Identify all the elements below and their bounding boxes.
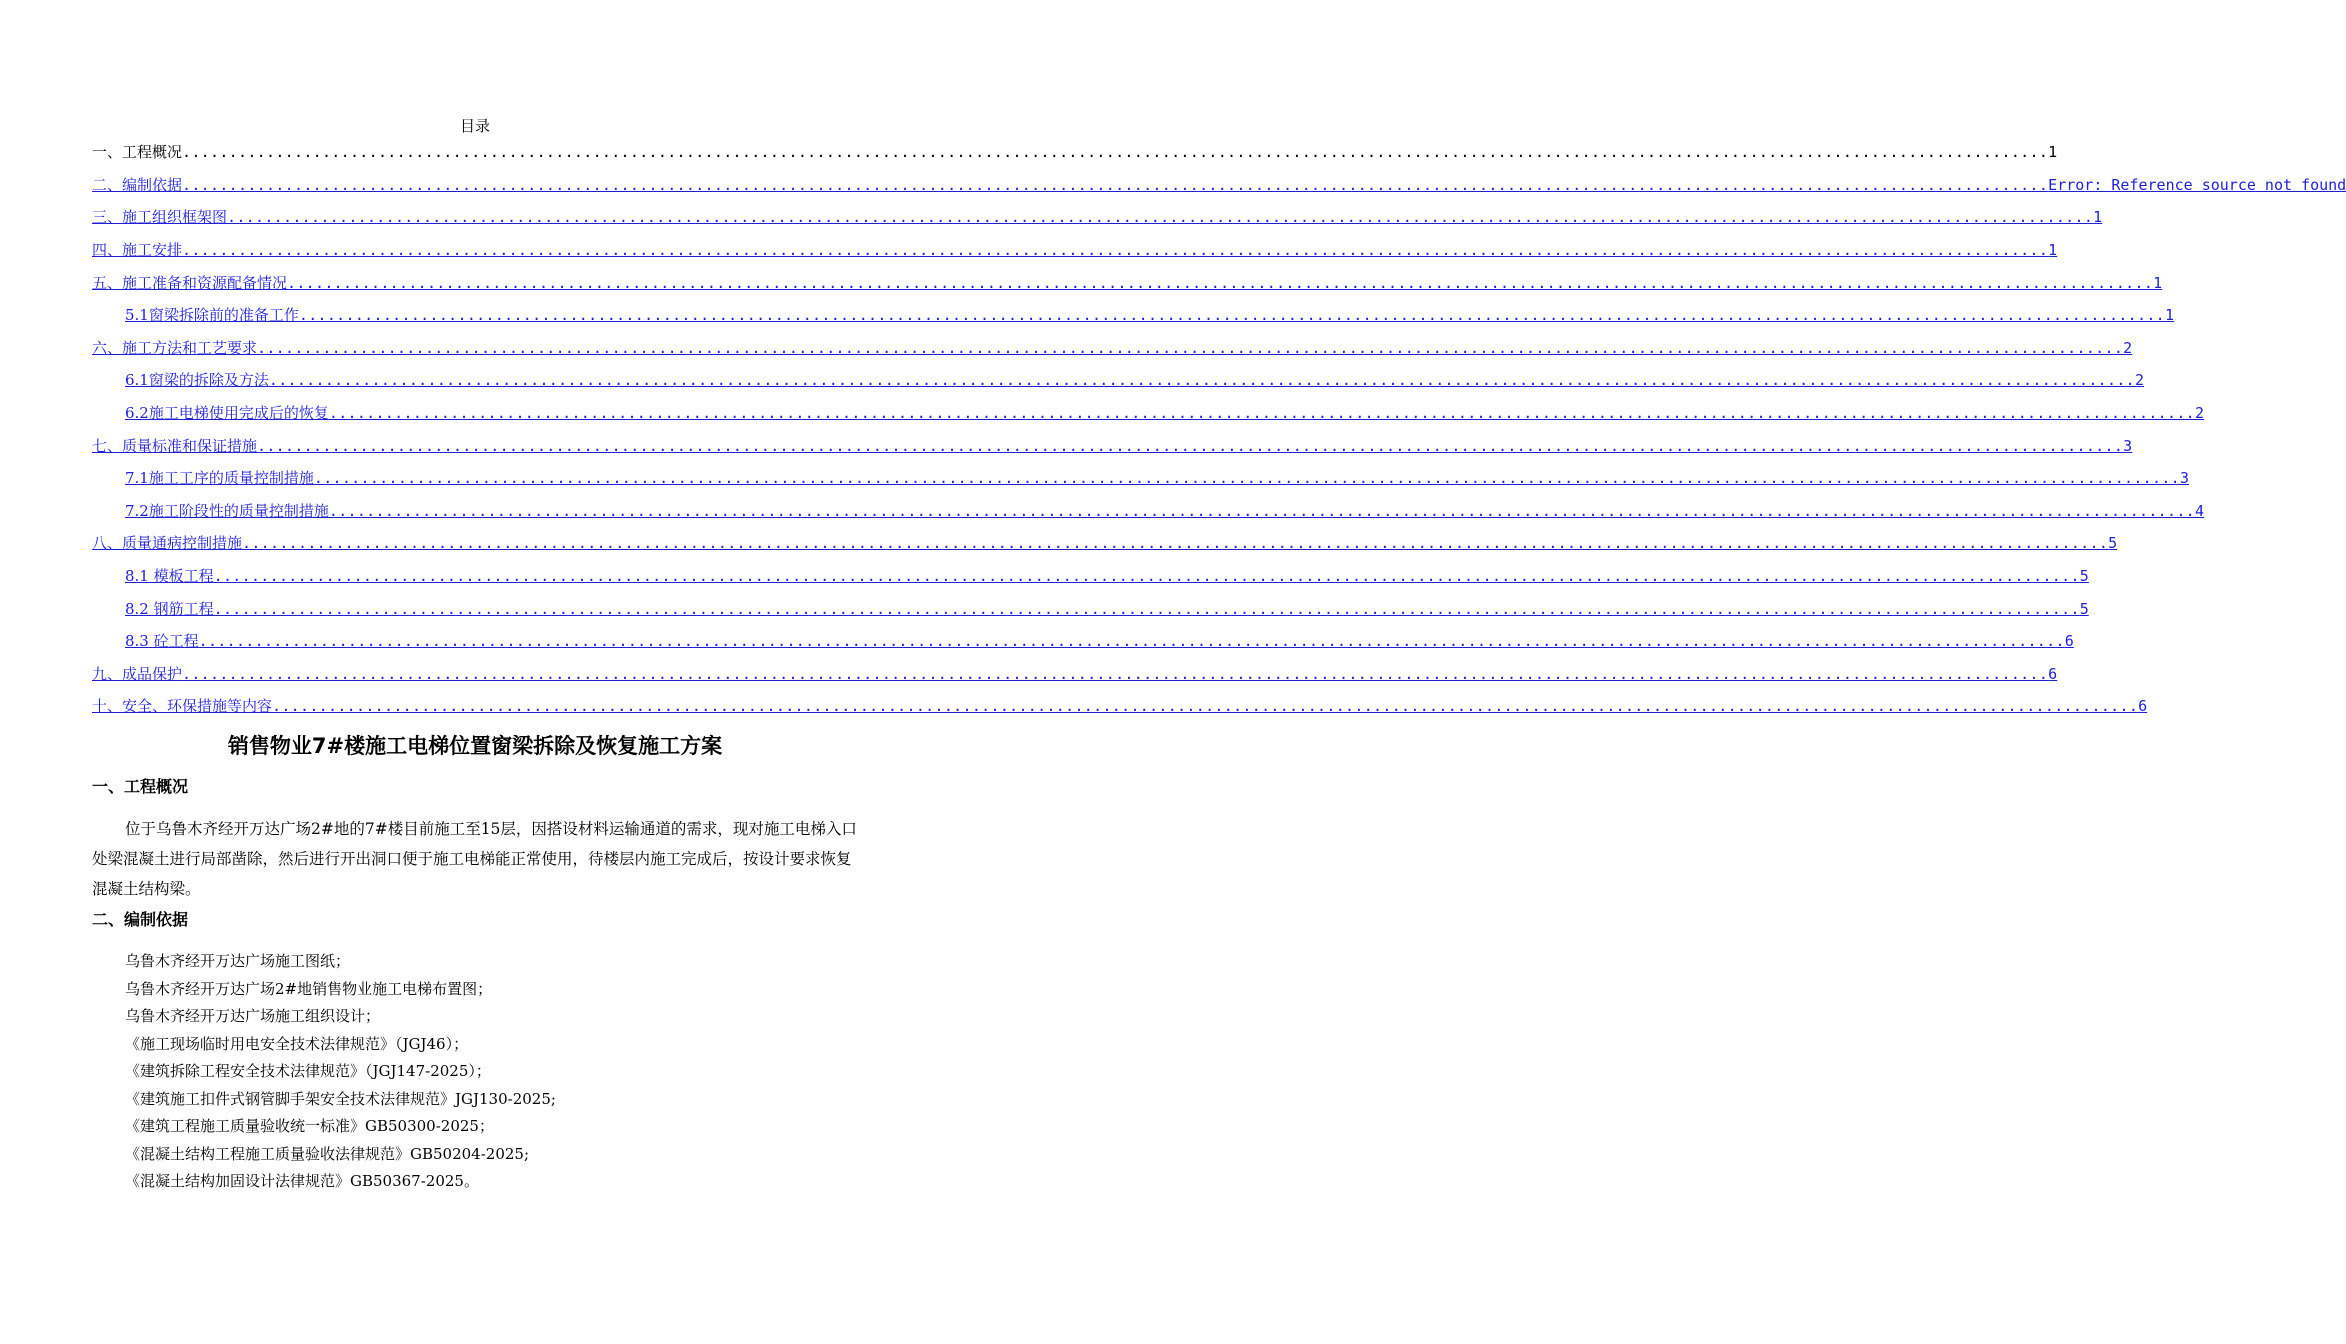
toc-entry[interactable] — [92, 332, 2133, 365]
document-title: 销售物业7#楼施工电梯位置窗梁拆除及恢复施工方案 — [227, 734, 723, 758]
toc-entry-page: 2 — [2135, 371, 2145, 390]
toc-leader-dots: ........................................................................................................................................................................................................ — [227, 208, 2094, 227]
toc-entry[interactable] — [92, 169, 2346, 202]
toc-entry-label: 8.1 模板工程 — [125, 567, 214, 586]
toc-entry-label: 七、质量标准和保证措施 — [92, 436, 258, 455]
toc-leader-dots: ........................................................................................................................................................................................................ — [328, 501, 2196, 520]
toc-leader-dots: ........................................................................................................................................................................................................ — [257, 338, 2124, 357]
toc-entry-page: 1 — [2153, 273, 2163, 292]
toc-entry[interactable] — [92, 658, 2058, 691]
toc-entry-label: 五、施工准备和资源配备情况 — [92, 273, 288, 292]
toc-entry-page: 2 — [2195, 404, 2205, 423]
toc-entry-page: 6 — [2064, 632, 2074, 651]
toc-entry[interactable] — [92, 560, 2089, 593]
toc-entry-page: 5 — [2079, 599, 2089, 618]
toc-leader-dots: ........................................................................................................................................................................................................ — [182, 143, 2049, 162]
toc-entry-label: 8.2 钢筋工程 — [125, 599, 214, 618]
toc-leader-dots: ........................................................................................................................................................................................................ — [182, 175, 2049, 194]
toc-title: 目录 — [459, 117, 490, 135]
overview-paragraph: 位于乌鲁木齐经开万达广场2#地的7#楼目前施工至15层，因搭设材料运输通道的需求，现对施工电梯入口处梁混凝土进行局部凿除，然后进行开出洞口便于施工电梯能正常使用，待楼层内施工完成后，按设计要求恢复混凝土结构梁。 — [92, 820, 857, 898]
basis-list — [125, 948, 859, 1196]
toc-entry[interactable] — [92, 234, 2058, 267]
toc-entry-label: 六、施工方法和工艺要求 — [92, 338, 258, 357]
toc-leader-dots: ........................................................................................................................................................................................................ — [268, 371, 2136, 390]
toc-entry-page: 5 — [2108, 534, 2118, 553]
toc-entry-label: 四、施工安排 — [92, 241, 183, 260]
basis-item: 《建筑施工扣件式钢管脚手架安全技术法律规范》JGJ130-2025; — [125, 1089, 556, 1108]
toc-entry-page: 1 — [2093, 208, 2103, 227]
basis-item: 乌鲁木齐经开万达广场施工图纸； — [125, 952, 351, 970]
toc-entry-label: 八、质量通病控制措施 — [92, 534, 243, 553]
toc-entry-page: 1 — [2048, 143, 2058, 162]
toc-leader-dots: ........................................................................................................................................................................................................ — [182, 241, 2049, 260]
toc-entry-page: 1 — [2165, 306, 2175, 325]
basis-item: 《施工现场临时用电安全技术法律规范》（JGJ46）； — [125, 1034, 469, 1053]
toc-entry[interactable] — [92, 201, 2103, 234]
toc-leader-dots: ........................................................................................................................................................................................................ — [287, 273, 2154, 292]
toc-entry[interactable] — [92, 462, 2190, 495]
basis-item: 《建筑工程施工质量验收统一标准》GB50300-2025； — [125, 1117, 494, 1135]
toc-entry-page: 4 — [2195, 501, 2205, 520]
toc-entry-label: 一、工程概况 — [92, 143, 183, 162]
toc-entry[interactable] — [92, 429, 2133, 462]
toc-entry-page: 6 — [2138, 697, 2148, 716]
toc-entry-label: 8.3 砼工程 — [125, 632, 199, 651]
toc-entry-page: 3 — [2123, 436, 2133, 455]
toc-entry-page: 2 — [2123, 338, 2133, 357]
toc-entry[interactable] — [92, 495, 2205, 528]
toc-entry[interactable] — [92, 592, 2089, 625]
toc-entry-page: 5 — [2079, 567, 2089, 586]
toc-leader-dots: ........................................................................................................................................................................................................ — [257, 436, 2124, 455]
toc-entry-label: 5.1窗梁拆除前的准备工作 — [125, 306, 299, 325]
toc-entry[interactable] — [92, 364, 2145, 397]
toc-leader-dots: ........................................................................................................................................................................................................ — [272, 697, 2139, 716]
toc-entry-label: 九、成品保护 — [92, 664, 183, 683]
toc-leader-dots: ........................................................................................................................................................................................................ — [213, 567, 2080, 586]
toc-entry-page: 3 — [2180, 469, 2190, 488]
toc-entry-label: 6.1窗梁的拆除及方法 — [125, 371, 269, 390]
toc-leader-dots: ........................................................................................................................................................................................................ — [242, 534, 2109, 553]
toc-entry-label: 二、编制依据 — [92, 175, 183, 194]
toc-leader-dots: ........................................................................................................................................................................................................ — [298, 306, 2166, 325]
toc-entry-label: 7.1施工工序的质量控制措施 — [125, 469, 314, 488]
toc-leader-dots: ........................................................................................................................................................................................................ — [328, 404, 2196, 423]
basis-item: 《建筑拆除工程安全技术法律规范》（JGJ147-2025）； — [125, 1062, 491, 1080]
toc-entry-page: 1 — [2048, 241, 2058, 260]
basis-item: 《混凝土结构工程施工质量验收法律规范》GB50204-2025; — [125, 1144, 530, 1163]
section-heading-basis: 二、编制依据 — [92, 910, 189, 929]
toc-entry[interactable] — [92, 136, 2058, 169]
toc-leader-dots: ........................................................................................................................................................................................................ — [213, 599, 2080, 618]
toc-entry-page: 6 — [2048, 664, 2058, 683]
toc-entry-label: 三、施工组织框架图 — [92, 208, 228, 227]
basis-item: 乌鲁木齐经开万达广场2#地销售物业施工电梯布置图； — [125, 979, 493, 998]
toc-entry[interactable] — [92, 625, 2074, 658]
table-of-contents — [92, 136, 2346, 723]
section-heading-overview: 一、工程概况 — [92, 777, 189, 796]
toc-entry[interactable] — [92, 299, 2175, 332]
toc-entry-page: Error: Reference source not found — [2048, 175, 2346, 194]
toc-entry-label: 十、安全、环保措施等内容 — [92, 697, 273, 716]
basis-item: 《混凝土结构加固设计法律规范》GB50367-2025。 — [125, 1172, 479, 1190]
toc-leader-dots: ........................................................................................................................................................................................................ — [182, 664, 2049, 683]
toc-entry[interactable] — [92, 690, 2148, 723]
toc-entry-label: 6.2施工电梯使用完成后的恢复 — [125, 404, 329, 423]
toc-entry-label: 7.2施工阶段性的质量控制措施 — [125, 501, 329, 520]
toc-entry[interactable] — [92, 527, 2118, 560]
toc-entry[interactable] — [92, 397, 2205, 430]
toc-leader-dots: ........................................................................................................................................................................................................ — [313, 469, 2181, 488]
basis-item: 乌鲁木齐经开万达广场施工组织设计； — [125, 1007, 381, 1025]
toc-leader-dots: ........................................................................................................................................................................................................ — [198, 632, 2065, 651]
toc-entry[interactable] — [92, 266, 2163, 299]
